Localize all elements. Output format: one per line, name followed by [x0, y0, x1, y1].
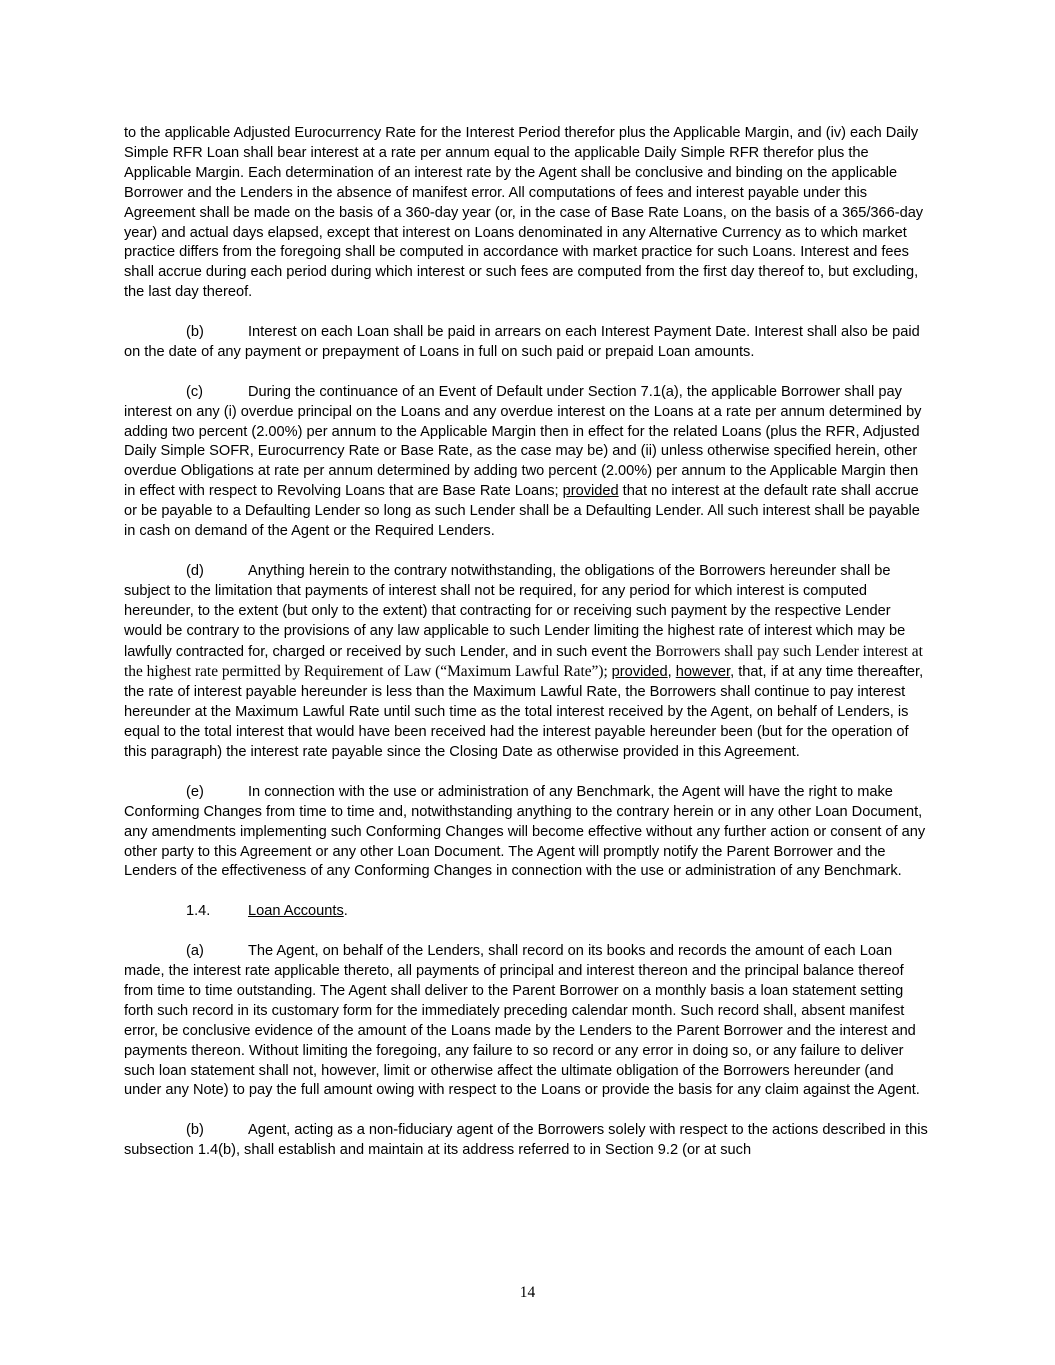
clause-label: (c)	[186, 383, 204, 400]
document-page	[124, 124, 930, 1181]
clause-label: (e)	[186, 783, 204, 800]
paragraph-c	[124, 383, 930, 542]
section-title: Loan Accounts	[248, 903, 344, 920]
paragraph-loan-accounts-a	[124, 942, 930, 1101]
paragraph-interest-continued	[124, 124, 930, 303]
paragraph-text: ,	[667, 664, 676, 681]
clause-label: (b)	[186, 324, 204, 341]
underlined-term: provided	[611, 664, 668, 681]
paragraph-text: Interest on each Loan shall be paid in arrears on each Interest Payment Date. Interest shall also be paid on the date of any payment or prepayment of Loans in full on such paid or prepaid Loan amounts.	[124, 324, 920, 360]
paragraph-text: The Agent, on behalf of the Lenders, shall record on its books and records the amount of each Loan made, the interest rate applicable thereto, all payments of principal and interest thereon and the principal balance thereof from time to time outstanding. The Agent shall deliver to the Parent Borrower on a monthly basis a loan statement setting forth such record in its customary form for the immediately preceding calendar month. Such record shall, absent manifest error, be conclusive evidence of the amount of the Loans made by the Lenders to the Parent Borrower and the interest and payments thereon. Without limiting the foregoing, any failure to so record or any error in doing so, or any failure to deliver such loan statement shall not, however, limit or otherwise affect the ultimate obligation of the Borrowers hereunder (and under any Note) to pay the full amount owing with respect to the Loans or provide the basis for any claim against the Agent.	[124, 943, 920, 1099]
paragraph-e	[124, 783, 930, 883]
paragraph-text: Anything herein to the contrary notwithstanding, the obligations of the Borrowers hereunder shall be subject to the limitation that payments of interest shall not be required, for any period for which interest is computed hereunder, to the extent (but only to the extent) that contracting for or receiving such payment by the respective Lender would be contrary to the provisions of any law applicable to such Lender limiting the highest rate of interest which may be lawfully contracted for, charged or received by such Lender, and in such event the	[124, 562, 906, 660]
clause-label: (b)	[186, 1122, 204, 1139]
paragraph-text: Agent, acting as a non-fiduciary agent of the Borrowers solely with respect to the actions described in this subsection 1.4(b), shall establish and maintain at its address referred to in Section 9.2 (or at such	[124, 1122, 928, 1159]
paragraph-text: During the continuance of an Event of Default under Section 7.1(a), the applicable Borrower shall pay interest on any (i) overdue principal on the Loans and any overdue interest on the Loans at a rate per annum determined by adding two percent (2.00%) per annum to the Applicable Margin then in effect for the related Loans (plus the RFR, Adjusted Daily Simple SOFR, Eurocurrency Rate or Base Rate, as the case may be) and (ii) unless otherwise specified herein, other overdue Obligations at rate per annum determined by adding two percent (2.00%) per annum to the Applicable Margin then in effect with respect to Revolving Loans that are Base Rate Loans;	[124, 383, 922, 500]
section-heading-loan-accounts	[124, 902, 930, 922]
paragraph-d	[124, 562, 930, 763]
page-number: 14	[519, 1284, 536, 1301]
paragraph-text: that no interest at the default rate shall accrue or be payable to a Defaulting Lender so long as such Lender shall be a Defaulting Lender. All such interest shall be payable in cash on demand of the Agent or the Required Lenders.	[124, 483, 920, 540]
underlined-term: however	[675, 664, 731, 681]
paragraph-text: , that, if at any time thereafter, the rate of interest payable hereunder is less than the Maximum Lawful Rate, the Borrowers shall continue to pay interest hereunder at the Maximum Lawful Rate until such time as the total interest received by the Agent, on behalf of Lenders, is equal to the total interest that would have been received had the interest payable hereunder been (but for the operation of this paragraph) the interest rate payable since the Closing Date as otherwise provided in this Agreement.	[124, 664, 924, 761]
underlined-term: provided	[562, 483, 619, 500]
paragraph-text: In connection with the use or administration of any Benchmark, the Agent will have the right to make Conforming Changes from time to time and, notwithstanding anything to the contrary herein or in any other Loan Document, any amendments implementing such Conforming Changes will become effective without any further action or consent of any other party to this Agreement or any other Loan Document. The Agent will promptly notify the Parent Borrower and the Lenders of the effectiveness of any Conforming Changes in connection with the use or administration of any Benchmark.	[124, 783, 926, 880]
section-title-period: .	[343, 903, 348, 920]
section-number: 1.4.	[186, 903, 211, 920]
paragraph-text-serif: Borrowers shall pay such Lender interest at the highest rate permitted by Requirement of Law (“Maximum Lawful Rate”);	[124, 642, 923, 681]
paragraph-loan-accounts-b	[124, 1121, 930, 1161]
paragraph-text: to the applicable Adjusted Eurocurrency Rate for the Interest Period therefor plus the Applicable Margin, and (iv) each Daily Simple RFR Loan shall bear interest at a rate per annum equal to the applicable Daily Simple RFR therefor plus the Applicable Margin. Each determination of an interest rate by the Agent shall be conclusive and binding on the applicable Borrower and the Lenders in the absence of manifest error. All computations of fees and interest payable under this Agreement shall be made on the basis of a 360-day year (or, in the case of Base Rate Loans, on the basis of a 365/366-day year) and actual days elapsed, except that interest on Loans denominated in any Alternative Currency as to which market practice differs from the foregoing shall be computed in accordance with market practice for such Loans. Interest and fees shall accrue during each period during which interest or such fees are computed from the first day thereof to, but excluding, the last day thereof.	[124, 125, 924, 301]
clause-label: (d)	[186, 562, 204, 579]
paragraph-b	[124, 323, 930, 363]
clause-label: (a)	[186, 943, 204, 960]
